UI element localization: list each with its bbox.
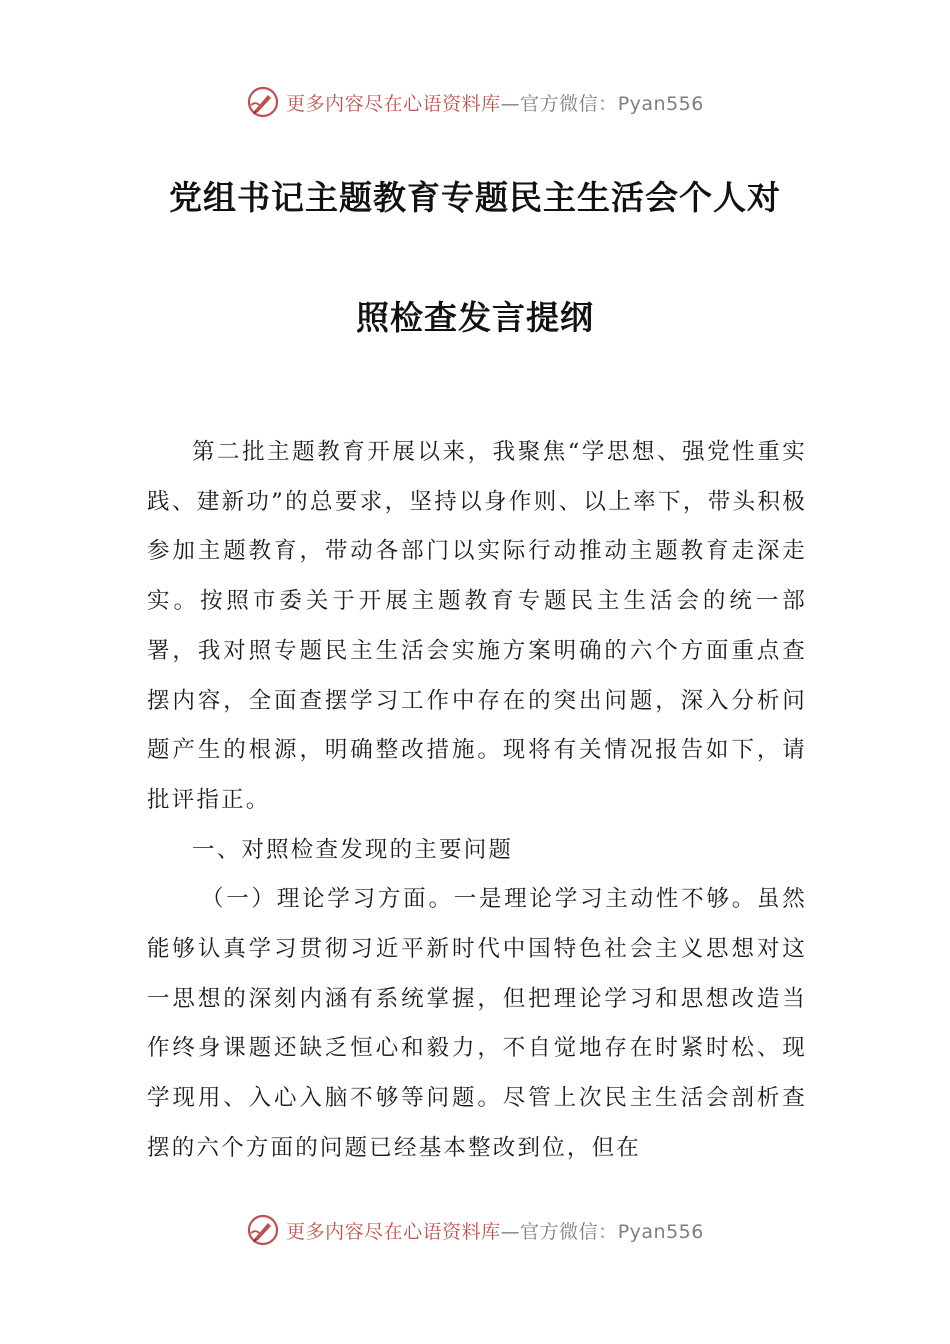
banner-content (246, 1213, 704, 1247)
banner-sub-text: 官方微信： (520, 1220, 618, 1243)
footer-banner (0, 1210, 950, 1250)
banner-dash: — (500, 1220, 521, 1243)
intro-paragraph: 第二批主题教育开展以来，我聚焦“学思想、强党性重实践、建新功”的总要求，坚持以身作则、以上率下，带头积极参加主题教育，带动各部门以实际行动推动主题教育走深走实。按照市委关于开展主题教育专题民主生活会的统一部署，我对照专题民主生活会实施方案明确的六个方面重点查摆内容，全面查摆学习工作中存在的突出问题，深入分析问题产生的根源，明确整改措施。现将有关情况报告如下，请批评指正。 (147, 439, 807, 813)
theory-study-paragraph: （一）理论学习方面。一是理论学习主动性不够。虽然能够认真学习贯彻习近平新时代中国特色社会主义思想对这一思想的深刻内涵有系统掌握，但把理论学习和思想改造当作终身课题还缺乏恒心和毅力，不自觉地存在时紧时松、现学现用、入心入脑不够等问题。尽管上次民主生活会剖析查摆的六个方面的问题已经基本整改到位，但在 (147, 886, 807, 1161)
pen-logo-icon (246, 85, 280, 119)
header-banner (0, 82, 950, 122)
banner-content (246, 85, 704, 119)
banner-text (286, 89, 704, 116)
banner-main-text: 更多内容尽在心语资料库 (286, 92, 501, 115)
document-title-line-1: 党组书记主题教育专题民主生活会个人对 (169, 178, 781, 217)
pen-logo-icon (246, 1213, 280, 1247)
section-heading: 一、对照检查发现的主要问题 (192, 836, 514, 863)
banner-sub-text: 官方微信： (520, 92, 618, 115)
banner-wechat-id: Pyan556 (617, 92, 704, 115)
banner-wechat-id: Pyan556 (617, 1220, 704, 1243)
document-title-line-2: 照检查发言提纲 (356, 298, 594, 337)
banner-dash: — (500, 92, 521, 115)
banner-main-text: 更多内容尽在心语资料库 (286, 1220, 501, 1243)
banner-text (286, 1217, 704, 1244)
document-body (147, 428, 807, 1174)
